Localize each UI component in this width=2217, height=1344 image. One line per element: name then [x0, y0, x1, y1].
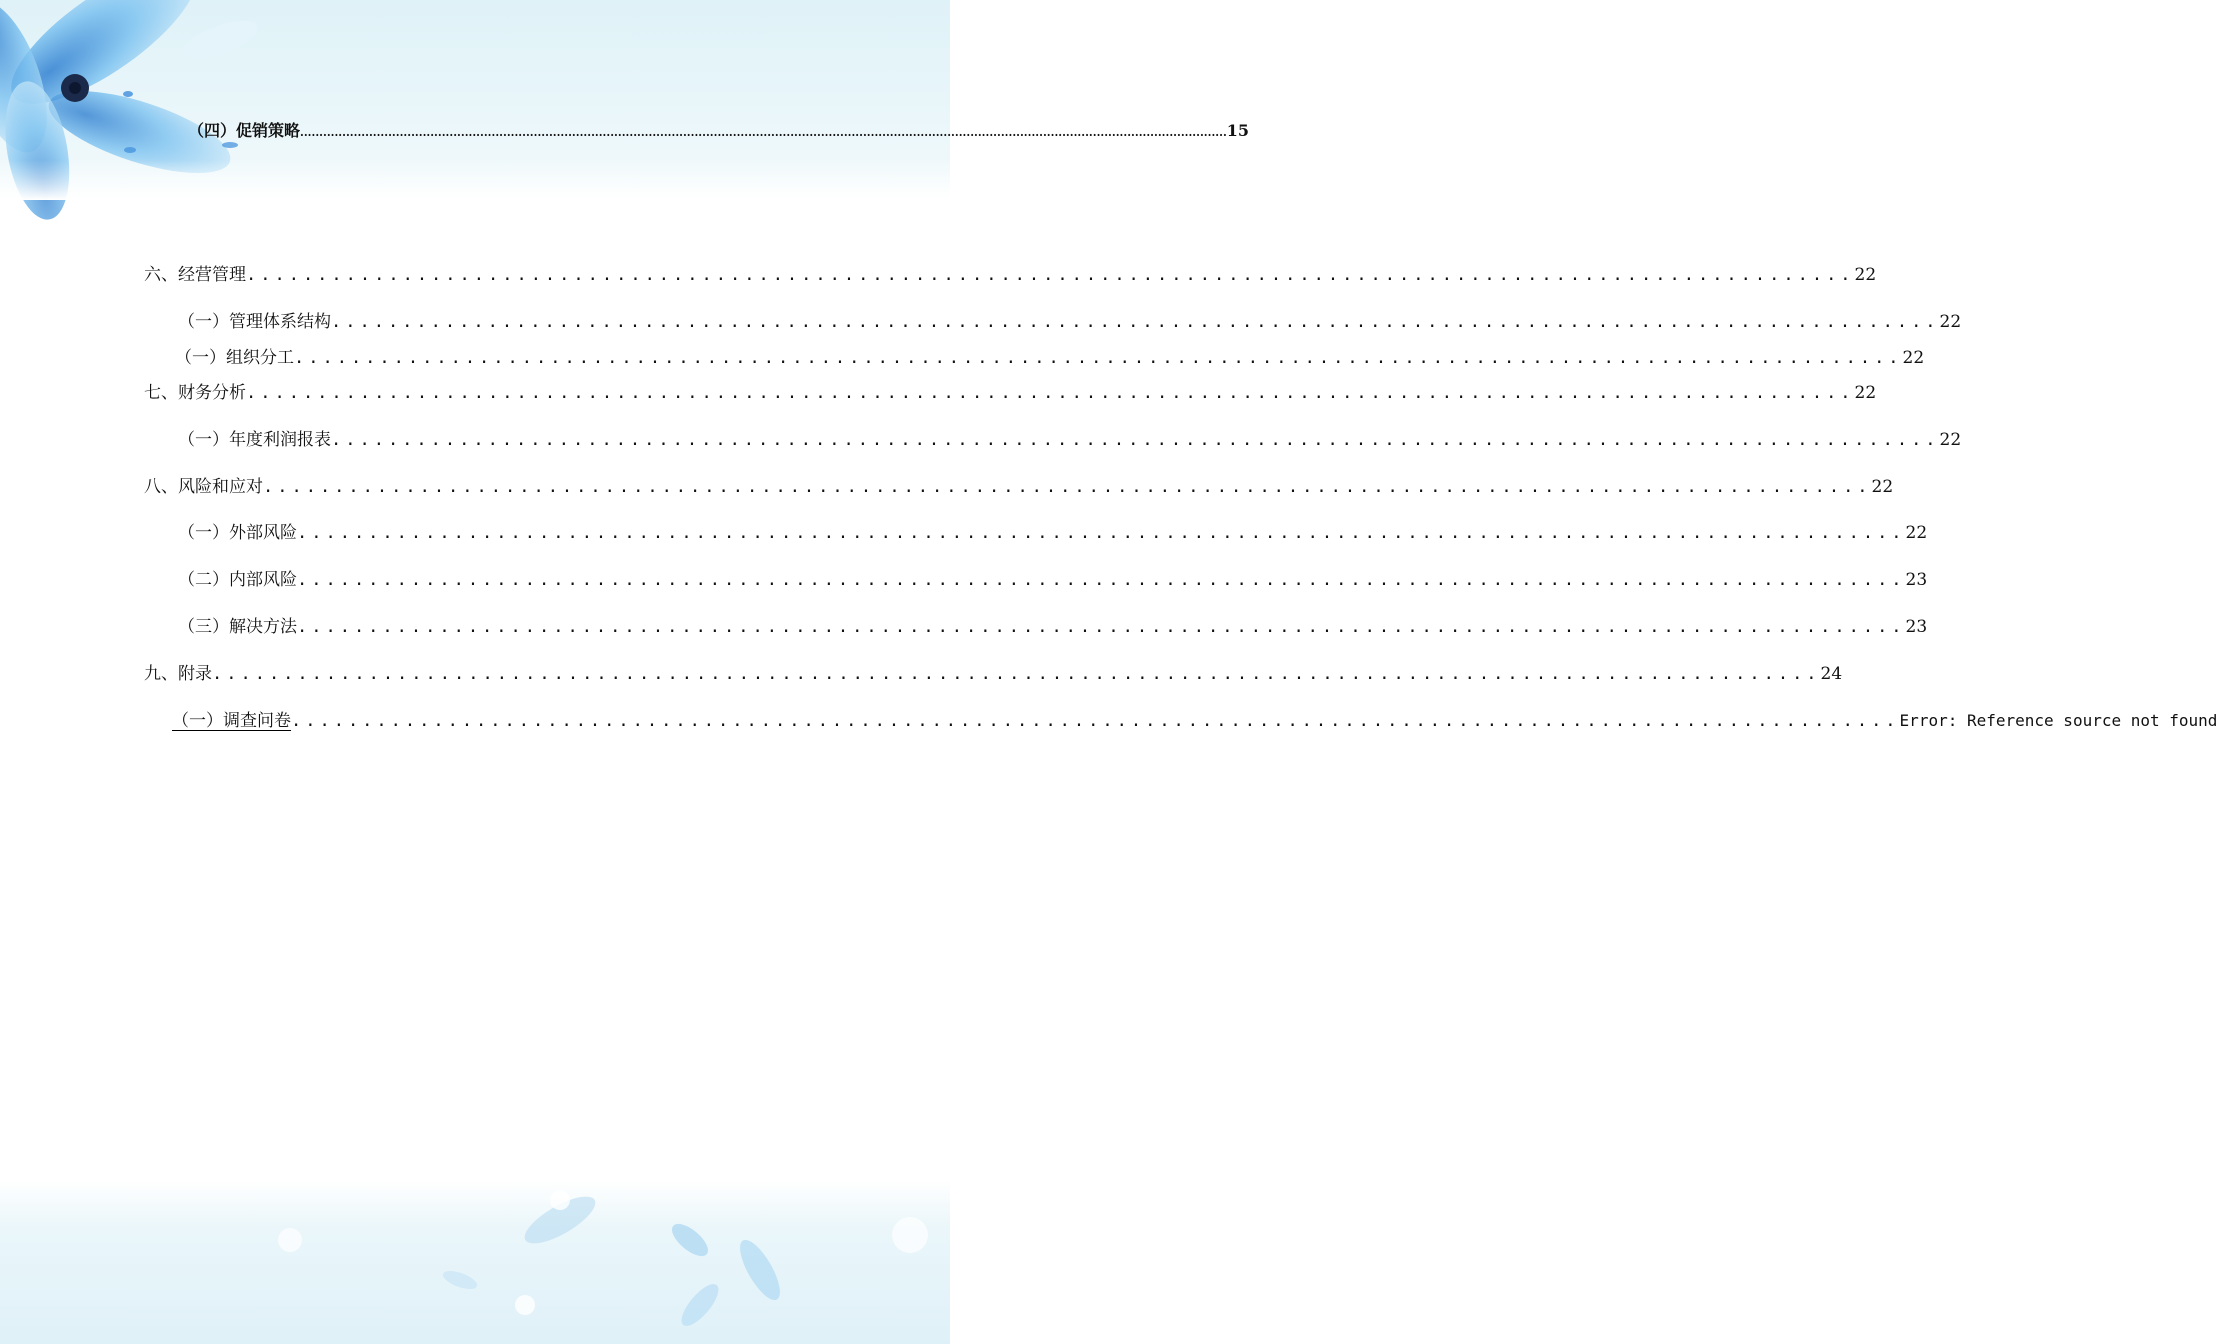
- toc-entry-page: 15: [1226, 121, 1250, 140]
- toc-entry-page: 22: [1939, 430, 1962, 450]
- toc-entry-label: （一）组织分工: [175, 348, 294, 368]
- toc-leader-dots: .................................................................................................................: [331, 312, 1940, 332]
- toc-entry-page: 22: [1854, 383, 1877, 403]
- toc-entry-questionnaire[interactable]: [172, 706, 2217, 731]
- toc-entry-risks[interactable]: [144, 472, 1894, 497]
- toc-entry-label: （三）解决方法: [178, 617, 297, 637]
- toc-entry-solutions[interactable]: [178, 612, 1928, 637]
- toc-leader-dots: ..................................................................................................................................................................................................................................................: [300, 126, 1227, 139]
- toc-leader-dots: .................................................................................................................: [294, 348, 1903, 368]
- toc-entry-page: 22: [1902, 348, 1925, 368]
- toc-entry-page: 24: [1820, 664, 1843, 684]
- toc-entry-label: 七、财务分析: [144, 383, 246, 403]
- toc-entry-label: （一）管理体系结构: [178, 312, 331, 332]
- toc-leader-dots: .................................................................................................................: [297, 570, 1906, 590]
- toc-entry-label: （一）外部风险: [178, 523, 297, 543]
- toc-entry-annual-profit[interactable]: [178, 425, 1962, 450]
- toc-leader-dots: .................................................................................................................: [331, 430, 1940, 450]
- toc-entry-label: （四）促销策略: [188, 121, 301, 140]
- toc-entry-label: 八、风险和应对: [144, 477, 263, 497]
- toc-entry-operations[interactable]: [144, 260, 1877, 285]
- toc-leader-dots: .................................................................................................................: [297, 617, 1906, 637]
- toc-entry-page: 22: [1854, 265, 1877, 285]
- toc-entry-financial-analysis[interactable]: [144, 378, 1877, 403]
- page-footer-decoration: [0, 1180, 950, 1344]
- toc-entry-page: 23: [1905, 617, 1928, 637]
- toc-entry-division-of-labor[interactable]: [175, 343, 1925, 368]
- toc-entry-management-structure[interactable]: [178, 307, 1962, 332]
- toc-entry-label[interactable]: （一）调查问卷: [172, 711, 291, 731]
- toc-entry-page: 23: [1905, 570, 1928, 590]
- toc-entry-appendix[interactable]: [144, 659, 1843, 684]
- toc-entry-external-risk[interactable]: [178, 518, 1928, 543]
- toc-leader-dots: .................................................................................................................: [212, 664, 1821, 684]
- toc-entry-header[interactable]: [188, 118, 1250, 141]
- flower-decoration-footer: [0, 1180, 950, 1344]
- toc-entry-page-error: Error: Reference source not found: [1899, 711, 2217, 730]
- toc-entry-label: （二）内部风险: [178, 570, 297, 590]
- toc-entry-label: 九、附录: [144, 664, 212, 684]
- toc-entry-label: 六、经营管理: [144, 265, 246, 285]
- toc-leader-dots: .................................................................................................................: [291, 711, 1900, 731]
- toc-leader-dots: .................................................................................................................: [246, 265, 1855, 285]
- toc-leader-dots: .................................................................................................................: [246, 383, 1855, 403]
- toc-leader-dots: .................................................................................................................: [263, 477, 1872, 497]
- toc-entry-page: 22: [1905, 523, 1928, 543]
- page-header-decoration: [0, 0, 950, 200]
- toc-leader-dots: .................................................................................................................: [297, 523, 1906, 543]
- toc-entry-page: 22: [1871, 477, 1894, 497]
- toc-entry-page: 22: [1939, 312, 1962, 332]
- toc-entry-internal-risk[interactable]: [178, 565, 1928, 590]
- toc-entry-label: （一）年度利润报表: [178, 430, 331, 450]
